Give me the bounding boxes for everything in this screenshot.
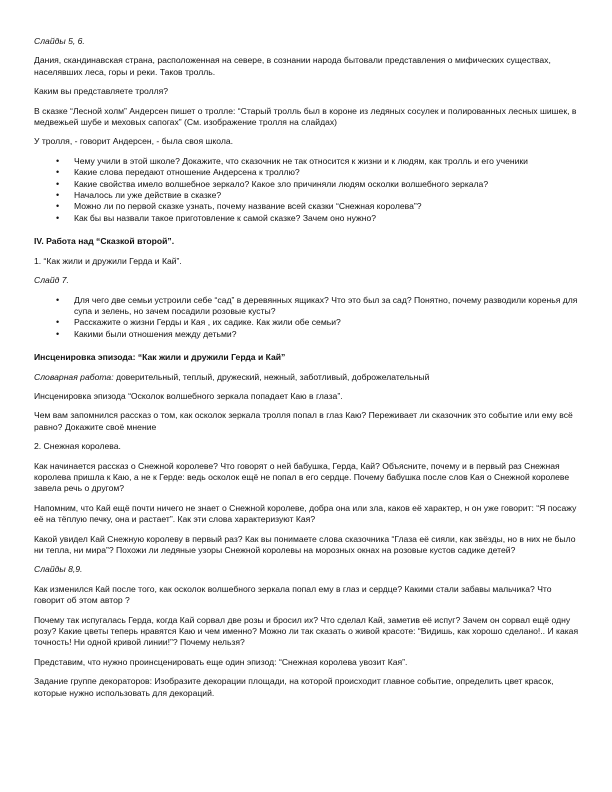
- slide-7-label: Слайд 7.: [34, 275, 69, 286]
- paragraph-denmark: Дания, скандинавская страна, расположенная на севере, в сознании народа бытовали представления о мифических существах, населявших леса, горы и реки. Таков тролль.: [34, 55, 551, 77]
- bullet-icon: •: [56, 317, 60, 328]
- vocabulary-label: Словарная работа:: [34, 371, 114, 382]
- list-item: • Можно ли по первой сказке узнать, почему название всей сказки “Снежная королева”?: [56, 201, 422, 212]
- slides-8-9-label: Слайды 8,9.: [34, 564, 83, 575]
- paragraph-forest-hill: В сказке “Лесной холм” Андерсен пишет о тролле: “Старый тролль был в короне из ледяных сосулек и полированных лесных шишек, в медвежьей шубе и меховых сапогах” (См. изображение тролля на слайдах): [34, 105, 577, 128]
- bullet-icon: •: [56, 294, 60, 305]
- list-item: • Началось ли уже действие в сказке?: [56, 190, 222, 201]
- paragraph-troll-school: У тролля, - говорит Андерсен, - была своя школа.: [34, 136, 234, 147]
- paragraph-kai-changed: Как изменился Кай после того, как осколок волшебного зеркала попал ему в глаз и сердце? Какими стали забавы мальчика? Что говорит об этом автор ?: [34, 583, 552, 606]
- paragraph-snow-queen-start: Как начинается рассказ о Снежной королеве? Что говорят о ней бабушка, Герда, Кай? Объясните, почему и в первый раз Снежная королева пришла к Каю, а не к Герде: ведь осколок ещё не попал в его сердце. Почему бабушка после слов Кая о Снежной королеве завела речь о другом?: [34, 460, 570, 494]
- question-list-2: [34, 295, 582, 341]
- list-item: • Какие слова передают отношение Андерсена к троллю?: [56, 167, 300, 178]
- list-item: • Расскажите о жизни Герды и Кая , их садике. Как жили обе семьи?: [56, 317, 341, 328]
- slides-5-6-label: Слайды 5, 6.: [34, 36, 85, 46]
- paragraph-part-1: 1. “Как жили и дружили Герда и Кай”.: [34, 255, 182, 266]
- paragraph-part-2: 2. Снежная королева.: [34, 441, 121, 452]
- list-item: • Для чего две семьи устроили себе “сад” в деревянных ящиках? Что это был за сад? Понятно, почему разводили коренья для супа и зелень, но зачем посадили розовые кусты?: [56, 294, 578, 316]
- list-item: • Какими были отношения между детьми?: [56, 328, 237, 339]
- bullet-icon: •: [56, 201, 60, 212]
- list-item: • Какие свойства имело волшебное зеркало? Какое зло причиняли людям осколки волшебного зеркала?: [56, 178, 489, 189]
- paragraph-staging-mirror: Инсценировка эпизода “Осколок волшебного зеркала попадает Каю в глаза”.: [34, 390, 343, 401]
- bullet-icon: •: [56, 190, 60, 201]
- document-page: [34, 36, 582, 707]
- question-list-1: [34, 156, 582, 224]
- paragraph-kai-words: Напомним, что Кай ещё почти ничего не знает о Снежной королеве, добра она или зла, каков её характер, н он уже говорит: “Я посажу её на тёплую печку, она и растает”. Как эти слова характеризуют Кая?: [34, 502, 577, 525]
- paragraph-memory: Чем вам запомнился рассказ о том, как осколок зеркала тролля попал в глаз Каю? Переживает ли сказочник это событие или ему всё равно? Докажите своё мнение: [34, 410, 573, 432]
- section-heading-iv: IV. Работа над “Сказкой второй”.: [34, 236, 175, 247]
- bullet-icon: •: [56, 328, 60, 339]
- paragraph-decorators-task: Задание группе декораторов: Изобразите декорации площади, на которой происходит главное событие, определить цвет красок, которые нужно использовать для декораций.: [34, 676, 554, 698]
- list-item: • Как бы вы назвали такое приготовление к самой сказке? Зачем оно нужно?: [56, 212, 377, 223]
- paragraph-troll-question: Каким вы представляете тролля?: [34, 86, 169, 97]
- vocabulary-words: доверительный, теплый, дружеский, нежный, заботливый, доброжелательный: [113, 371, 430, 382]
- list-item: • Чему учили в этой школе? Докажите, что сказочник не так относится к жизни и к людям, как тролль и его ученики: [56, 155, 528, 166]
- section-heading-staging: Инсценировка эпизода: “Как жили и дружили Герда и Кай”: [34, 352, 286, 363]
- bullet-icon: •: [56, 167, 60, 178]
- paragraph-vocabulary: [34, 372, 582, 383]
- bullet-icon: •: [56, 212, 60, 223]
- bullet-icon: •: [56, 155, 60, 166]
- paragraph-another-episode: Представим, что нужно проинсценировать еще один эпизод: “Снежная королева увозит Кая”.: [34, 656, 408, 667]
- bullet-icon: •: [56, 178, 60, 189]
- paragraph-first-sight: Какой увидел Кай Снежную королеву в первый раз? Как вы понимаете слова сказочника “Глаза её сияли, как звёзды, но в них не было ни тепла, ни мира”? Похожи ли ледяные узоры Снежной королевы на морозных окнах на розовые кустов садике детей?: [34, 533, 576, 555]
- paragraph-gerda-scared: Почему так испугалась Герда, когда Кай сорвал две розы и бросил их? Что сделал Кай, заметив её испуг? Зачем он сорвал ещё одну розу? Какие цветы теперь нравятся Каю и чем именно? Можно ли так сказать о живой красоте: “Видишь, как хорошо сделано!.. И какая точность! Ни одной кривой линии!”? Почему нельзя?: [34, 614, 579, 648]
